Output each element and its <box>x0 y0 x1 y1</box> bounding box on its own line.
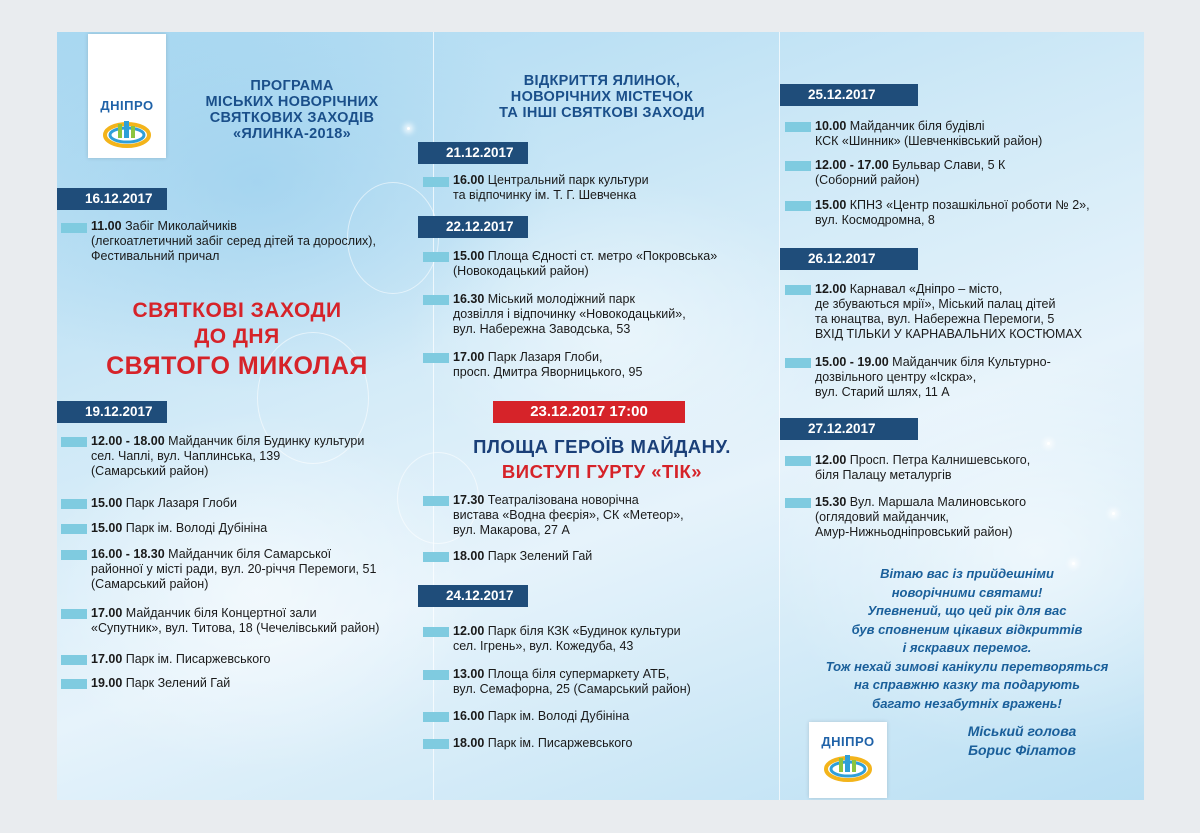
event-text: вул. Старий шлях, 11 А <box>815 385 950 399</box>
heading-line: СВЯТКОВИХ ЗАХОДІВ <box>209 110 375 126</box>
city-emblem-icon <box>823 752 873 782</box>
city-logo <box>88 34 166 158</box>
event-time: 17.30 <box>453 493 485 507</box>
date-badge: 26.12.2017 <box>780 248 918 270</box>
time-bar <box>423 712 449 722</box>
greeting-line: Вітаю вас із прийдешніми <box>880 566 1054 581</box>
time-bar <box>785 498 811 508</box>
greeting-line: новорічними святами! <box>891 584 1043 600</box>
greeting-line: був сповненим цікавих відкриттів <box>851 621 1083 637</box>
title-line: ВИСТУП ГУРТУ «ТІК» <box>501 461 703 482</box>
time-bar <box>61 609 87 619</box>
time-bar <box>61 679 87 689</box>
event-item <box>815 355 1051 400</box>
time-bar <box>785 122 811 132</box>
city-emblem-icon <box>102 118 152 148</box>
event-text: Майданчик біля Культурно- <box>892 355 1051 369</box>
event-time: 12.00 - 17.00 <box>815 158 889 172</box>
event-text: Парк ім. Писаржевського <box>125 652 271 666</box>
event-text: Парк Лазаря Глоби, <box>487 350 603 364</box>
event-text: сел. Ігрень», вул. Кожедуба, 43 <box>453 639 634 653</box>
logo-text: ДНІПРО <box>821 734 875 749</box>
city-logo <box>809 722 887 798</box>
event-text: вул. Семафорна, 25 (Самарський район) <box>453 682 691 696</box>
event-item <box>91 521 267 536</box>
event-time: 12.00 - 18.00 <box>91 434 165 448</box>
time-bar <box>61 524 87 534</box>
event-text: Міський молодіжний парк <box>487 292 635 306</box>
event-time: 16.00 <box>453 709 485 723</box>
event-text: районної у місті ради, вул. 20-річчя Перемоги, 51 <box>91 562 377 576</box>
event-text: вул. Набережна Заводська, 53 <box>453 322 631 336</box>
event-text: просп. Дмитра Яворницького, 95 <box>453 365 643 379</box>
greeting-line: і яскравих перемог. <box>902 640 1032 655</box>
special-event-date: 23.12.2017 17:00 <box>493 401 685 423</box>
program-heading <box>177 78 407 142</box>
event-text: Парк ім. Писаржевського <box>487 736 633 750</box>
time-bar <box>61 437 87 447</box>
event-text: біля Палацу металургів <box>815 468 952 482</box>
event-item <box>453 292 686 337</box>
event-text: «Супутник», вул. Титова, 18 (Чечелівський район) <box>91 621 380 635</box>
event-item <box>91 652 270 667</box>
heading-line: МІСЬКИХ НОВОРІЧНИХ <box>205 94 379 110</box>
event-time: 17.00 <box>91 606 123 620</box>
time-bar <box>423 252 449 262</box>
event-text: Майданчик біля Будинку культури <box>168 434 365 448</box>
brochure-sheet <box>57 32 1144 800</box>
title-line: СВЯТКОВІ ЗАХОДИ <box>132 299 342 322</box>
signature-line: Міський голова <box>967 723 1077 739</box>
event-item <box>815 453 1030 483</box>
event-time: 18.00 <box>453 549 485 563</box>
heading-line: «ЯЛИНКА-2018» <box>233 126 351 142</box>
event-time: 16.00 <box>453 173 485 187</box>
event-item <box>453 493 684 538</box>
heading-line: ПРОГРАМА <box>250 78 334 94</box>
event-time: 15.00 <box>91 521 123 535</box>
event-text: (Соборний район) <box>815 173 920 187</box>
event-item <box>453 624 681 654</box>
title-line: ПЛОЩА ГЕРОЇВ МАЙДАНУ. <box>473 436 731 457</box>
event-text: Парк ім. Володі Дубініна <box>487 709 630 723</box>
event-item <box>815 495 1026 540</box>
time-bar <box>61 223 87 233</box>
event-text: (легкоатлетичний забіг серед дітей та дорослих), <box>91 234 376 248</box>
greeting-line: на справжню казку та подарують <box>854 677 1080 692</box>
event-item <box>453 549 592 564</box>
event-text: сел. Чаплі, вул. Чаплинська, 139 <box>91 449 281 463</box>
time-bar <box>423 670 449 680</box>
signature-line: Борис Філатов <box>968 742 1076 758</box>
event-item <box>815 198 1090 228</box>
event-item <box>91 496 237 511</box>
event-text: КСК «Шинник» (Шевченківський район) <box>815 134 1043 148</box>
heading-line: ТА ІНШІ СВЯТКОВІ ЗАХОДИ <box>499 105 705 121</box>
event-text: Вул. Маршала Малиновського <box>849 495 1027 509</box>
date-badge: 21.12.2017 <box>418 142 528 164</box>
event-item <box>815 158 1005 188</box>
date-badge: 27.12.2017 <box>780 418 918 440</box>
time-bar <box>61 550 87 560</box>
heading-line: ВІДКРИТТЯ ЯЛИНОК, <box>523 73 681 89</box>
event-time: 15.00 <box>453 249 485 263</box>
event-text: Театралізована новорічна <box>487 493 639 507</box>
greeting-line: Упевнений, що цей рік для вас <box>867 603 1067 618</box>
event-time: 17.00 <box>91 652 123 666</box>
event-text: та відпочинку ім. Т. Г. Шевченка <box>453 188 637 202</box>
greeting-line: багато незабутніх вражень! <box>872 695 1062 711</box>
event-item <box>91 606 431 636</box>
event-time: 11.00 <box>91 219 122 233</box>
time-bar <box>423 496 449 506</box>
date-badge: 16.12.2017 <box>57 188 167 210</box>
time-bar <box>423 177 449 187</box>
heading-line: НОВОРІЧНИХ МІСТЕЧОК <box>510 89 694 105</box>
time-bar <box>785 161 811 171</box>
event-text: КПНЗ «Центр позашкільної роботи № 2», <box>849 198 1090 212</box>
event-item <box>815 119 1042 149</box>
time-bar <box>785 201 811 211</box>
event-text: Парк біля КЗК «Будинок культури <box>487 624 681 638</box>
event-time: 13.00 <box>453 667 485 681</box>
event-text: дозвільного центру «Іскра», <box>815 370 977 384</box>
event-text: (Новокодацький район) <box>453 264 589 278</box>
event-time: 12.00 <box>815 282 847 296</box>
event-text: (оглядовий майданчик, <box>815 510 949 524</box>
event-text: Карнавал «Дніпро – місто, <box>849 282 1003 296</box>
event-text: вистава «Водна феєрія», СК «Метеор», <box>453 508 684 522</box>
event-time: 17.00 <box>453 350 485 364</box>
st-nicholas-title <box>77 298 397 382</box>
date-badge: 25.12.2017 <box>780 84 918 106</box>
title-line: СВЯТОГО МИКОЛАЯ <box>106 352 368 380</box>
time-bar <box>423 739 449 749</box>
time-bar <box>785 285 811 295</box>
logo-text: ДНІПРО <box>100 98 154 113</box>
event-time: 19.00 <box>91 676 123 690</box>
time-bar <box>423 627 449 637</box>
event-time: 15.00 - 19.00 <box>815 355 889 369</box>
sparkle <box>1047 442 1050 445</box>
event-text: ВХІД ТІЛЬКИ У КАРНАВАЛЬНИХ КОСТЮМАХ <box>815 327 1083 341</box>
event-text: (Самарський район) <box>91 577 209 591</box>
event-text: та юнацтва, вул. Набережна Перемоги, 5 <box>815 312 1055 326</box>
event-time: 16.00 - 18.30 <box>91 547 165 561</box>
openings-heading <box>477 73 727 121</box>
event-text: де збуваються мрії», Міський палац дітей <box>815 297 1056 311</box>
event-text: Бульвар Слави, 5 К <box>892 158 1006 172</box>
time-bar <box>61 655 87 665</box>
event-item <box>453 249 717 279</box>
title-line: ДО ДНЯ <box>194 325 280 348</box>
event-text: Амур-Нижньодніпровський район) <box>815 525 1013 539</box>
date-badge: 22.12.2017 <box>418 216 528 238</box>
event-time: 18.00 <box>453 736 485 750</box>
time-bar <box>423 295 449 305</box>
event-text: Площа Єдності ст. метро «Покровська» <box>487 249 718 263</box>
event-text: вул. Космодромна, 8 <box>815 213 935 227</box>
event-time: 16.30 <box>453 292 485 306</box>
event-text: Парк Зелений Гай <box>487 549 593 563</box>
event-time: 15.30 <box>815 495 847 509</box>
event-text: вул. Макарова, 27 А <box>453 523 570 537</box>
event-time: 12.00 <box>815 453 847 467</box>
event-text: Парк ім. Володі Дубініна <box>125 521 268 535</box>
time-bar <box>423 353 449 363</box>
time-bar <box>785 358 811 368</box>
event-item <box>453 350 642 380</box>
greeting-message <box>817 565 1117 713</box>
event-text: Майданчик біля Концертної зали <box>125 606 317 620</box>
event-item <box>453 736 632 751</box>
time-bar <box>785 456 811 466</box>
event-text: Майданчик біля будівлі <box>849 119 985 133</box>
event-item <box>453 709 629 724</box>
sparkle <box>407 127 410 130</box>
event-item <box>453 173 649 203</box>
special-event-title <box>437 434 767 484</box>
event-item <box>91 219 376 264</box>
event-text: дозвілля і відпочинку «Новокодацький», <box>453 307 686 321</box>
event-item <box>453 667 691 697</box>
mayor-signature <box>937 722 1107 760</box>
event-text: (Самарський район) <box>91 464 209 478</box>
event-time: 15.00 <box>91 496 123 510</box>
time-bar <box>61 499 87 509</box>
event-text: Фестивальний причал <box>91 249 220 263</box>
time-bar <box>423 552 449 562</box>
event-time: 10.00 <box>815 119 847 133</box>
event-text: Центральний парк культури <box>487 173 649 187</box>
sparkle <box>1112 512 1115 515</box>
event-text: Парк Зелений Гай <box>125 676 231 690</box>
event-text: Майданчик біля Самарської <box>168 547 332 561</box>
greeting-line: Тож нехай зимові канікули перетворяться <box>825 658 1109 674</box>
date-badge: 19.12.2017 <box>57 401 167 423</box>
event-text: Площа біля супермаркету АТБ, <box>487 667 670 681</box>
event-text: Парк Лазаря Глоби <box>125 496 237 510</box>
event-item <box>91 434 421 479</box>
event-time: 15.00 <box>815 198 847 212</box>
date-badge: 24.12.2017 <box>418 585 528 607</box>
fold-line <box>779 32 780 800</box>
event-text: Просп. Петра Калнишевського, <box>849 453 1031 467</box>
event-text: Забіг Миколайчиків <box>125 219 237 233</box>
event-time: 12.00 <box>453 624 485 638</box>
event-item <box>91 676 230 691</box>
event-item <box>91 547 431 592</box>
event-item <box>815 282 1082 342</box>
